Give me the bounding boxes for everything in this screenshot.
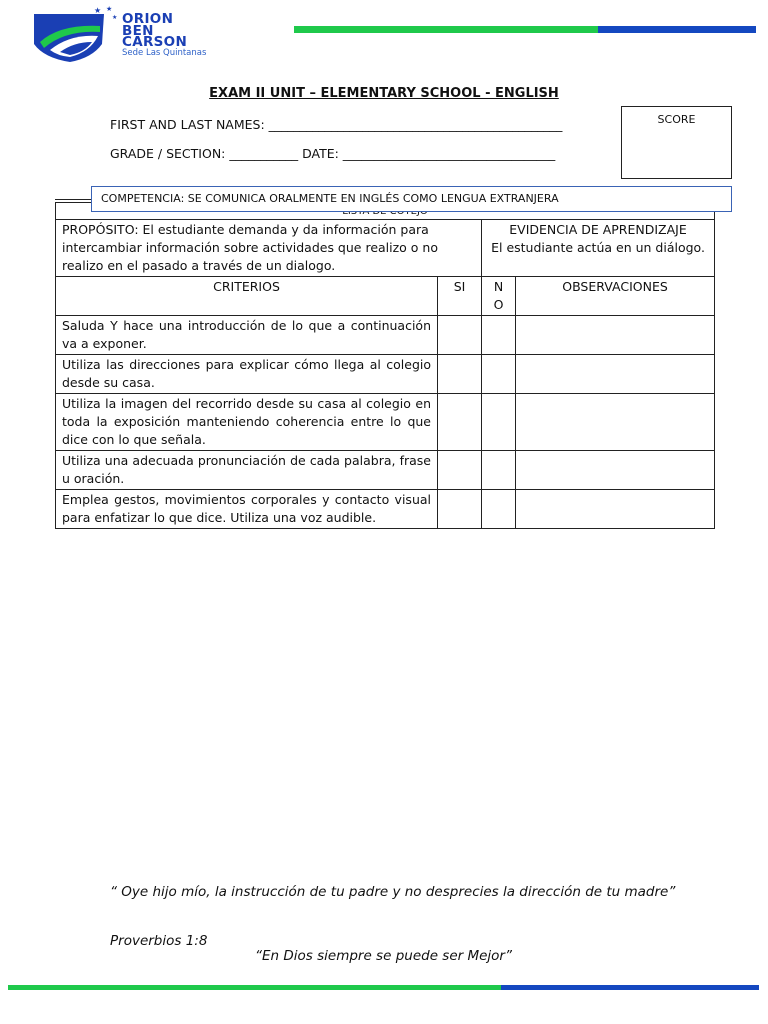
competencia-text: COMPETENCIA: SE COMUNICA ORALMENTE EN INGLÉS COMO LENGUA EXTRANJERA xyxy=(101,192,559,205)
observaciones-input[interactable] xyxy=(516,451,715,490)
footer-bar-green xyxy=(8,985,501,990)
footer-bar-blue xyxy=(501,985,759,990)
no-header xyxy=(482,277,516,316)
table-row xyxy=(56,451,715,490)
evidencia-cell xyxy=(482,220,715,277)
criterio-text: Emplea gestos, movimientos corporales y contacto visual para enfatizar lo que dice. Utiliza una voz audible. xyxy=(56,490,438,529)
logo-subtitle: Sede Las Quintanas xyxy=(122,48,207,58)
si-checkbox[interactable] xyxy=(438,451,482,490)
header-bar-green xyxy=(294,26,598,33)
si-checkbox[interactable] xyxy=(438,394,482,451)
table-row xyxy=(56,490,715,529)
score-label: SCORE xyxy=(657,113,696,126)
observaciones-input[interactable] xyxy=(516,394,715,451)
proposito-row xyxy=(56,220,715,277)
proposito-text: PROPÓSITO: El estudiante demanda y da información para intercambiar información sobre actividades que realizo o no realizo en el pasado a través de un dialogo. xyxy=(56,220,482,277)
criterio-text: Utiliza las direcciones para explicar cómo llega al colegio desde su casa. xyxy=(56,355,438,394)
checklist-table xyxy=(55,202,715,529)
observaciones-input[interactable] xyxy=(516,355,715,394)
star-icon: ★ xyxy=(94,6,102,15)
quote-reference: Proverbios 1:8 xyxy=(110,933,208,949)
logo-wordmark xyxy=(122,11,188,50)
grade-date-field[interactable]: GRADE / SECTION: ___________ DATE: __________________________________ xyxy=(110,146,556,161)
observaciones-input[interactable] xyxy=(516,490,715,529)
logo-line: CARSON xyxy=(122,34,188,50)
no-checkbox[interactable] xyxy=(482,490,516,529)
si-checkbox[interactable] xyxy=(438,316,482,355)
header-row xyxy=(56,277,715,316)
criterio-text: Utiliza una adecuada pronunciación de cada palabra, frase u oración. xyxy=(56,451,438,490)
name-field[interactable]: FIRST AND LAST NAMES: _______________________________________________ xyxy=(110,117,563,132)
score-box[interactable] xyxy=(621,106,732,179)
evidencia-title: EVIDENCIA DE APRENDIZAJE xyxy=(509,222,687,237)
no-checkbox[interactable] xyxy=(482,451,516,490)
no-header-letter: O xyxy=(493,297,504,312)
header-bar-blue xyxy=(598,26,756,33)
no-checkbox[interactable] xyxy=(482,394,516,451)
no-checkbox[interactable] xyxy=(482,316,516,355)
si-checkbox[interactable] xyxy=(438,490,482,529)
criterio-text: Saluda Y hace una introducción de lo que a continuación va a exponer. xyxy=(56,316,438,355)
exam-title: EXAM II UNIT – ELEMENTARY SCHOOL - ENGLISH xyxy=(209,86,559,101)
no-checkbox[interactable] xyxy=(482,355,516,394)
si-header: SI xyxy=(438,277,482,316)
criterios-header: CRITERIOS xyxy=(56,277,438,316)
observaciones-input[interactable] xyxy=(516,316,715,355)
divider xyxy=(55,199,91,200)
si-checkbox[interactable] xyxy=(438,355,482,394)
criterio-text: Utiliza la imagen del recorrido desde su casa al colegio en toda la exposición manteniendo coherencia entre lo que dice con lo que señala. xyxy=(56,394,438,451)
observaciones-header: OBSERVACIONES xyxy=(516,277,715,316)
evidencia-text: El estudiante actúa en un diálogo. xyxy=(491,240,705,255)
logo-line: BEN xyxy=(122,22,154,39)
table-row xyxy=(56,394,715,451)
no-header-letter: N xyxy=(493,279,504,294)
logo-line: ORION xyxy=(122,11,174,27)
table-row xyxy=(56,355,715,394)
competencia-box xyxy=(91,186,732,212)
table-row xyxy=(56,316,715,355)
star-icon: ★ xyxy=(112,14,118,21)
motto: “En Dios siempre se puede ser Mejor” xyxy=(255,948,512,964)
star-icon: ★ xyxy=(106,5,113,13)
bible-quote: “ Oye hijo mío, la instrucción de tu padre y no desprecies la dirección de tu madre” xyxy=(110,884,676,900)
